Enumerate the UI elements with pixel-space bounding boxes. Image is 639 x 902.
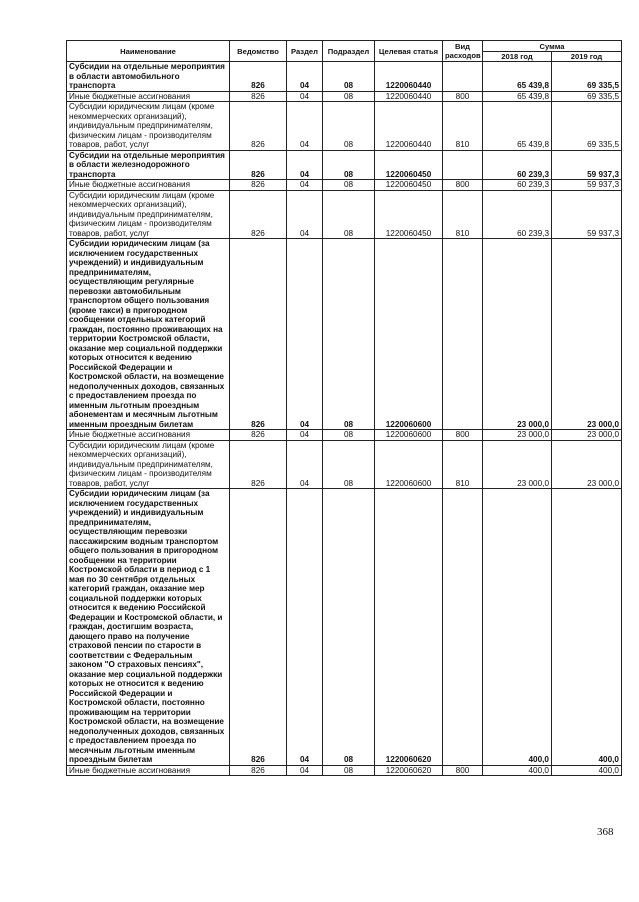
table-row — [67, 91, 622, 102]
cell-dept: 826 — [230, 91, 287, 102]
cell-kind — [443, 62, 483, 92]
cell-2018: 400,0 — [483, 765, 552, 776]
cell-2018: 65 439,8 — [483, 102, 552, 151]
table-row — [67, 62, 622, 92]
col-header-kind: Вид расходов — [443, 41, 483, 62]
col-header-section: Раздел — [287, 41, 323, 62]
col-header-sum: Сумма — [483, 41, 622, 52]
cell-dept: 826 — [230, 430, 287, 441]
table-row — [67, 489, 622, 766]
cell-2019: 59 937,3 — [552, 150, 622, 180]
cell-name: Субсидии юридическим лицам (кроме некоммерческих организаций), индивидуальным предпринимателям, физическим лицам - производителям товаров, работ, услуг — [67, 440, 230, 489]
cell-dept: 826 — [230, 180, 287, 191]
cell-target: 1220060620 — [375, 765, 443, 776]
cell-kind: 800 — [443, 765, 483, 776]
cell-section: 04 — [287, 430, 323, 441]
cell-section: 04 — [287, 91, 323, 102]
cell-2018: 23 000,0 — [483, 430, 552, 441]
cell-kind — [443, 150, 483, 180]
cell-target: 1220060440 — [375, 91, 443, 102]
cell-target: 1220060440 — [375, 62, 443, 92]
col-header-2019: 2019 год — [552, 52, 622, 62]
cell-subsection: 08 — [323, 440, 375, 489]
cell-subsection: 08 — [323, 765, 375, 776]
cell-target: 1220060600 — [375, 239, 443, 430]
cell-name: Иные бюджетные ассигнования — [67, 430, 230, 441]
cell-2019: 69 335,5 — [552, 102, 622, 151]
cell-2019: 69 335,5 — [552, 62, 622, 92]
cell-2019: 59 937,3 — [552, 180, 622, 191]
cell-name: Субсидии на отдельные мероприятия в области железнодорожного транспорта — [67, 150, 230, 180]
cell-2019: 23 000,0 — [552, 430, 622, 441]
cell-section: 04 — [287, 150, 323, 180]
cell-dept: 826 — [230, 190, 287, 239]
cell-kind — [443, 489, 483, 766]
cell-target: 1220060600 — [375, 440, 443, 489]
cell-dept: 826 — [230, 102, 287, 151]
table-row — [67, 440, 622, 489]
cell-subsection: 08 — [323, 150, 375, 180]
cell-dept: 826 — [230, 62, 287, 92]
cell-2018: 60 239,3 — [483, 180, 552, 191]
cell-target: 1220060450 — [375, 150, 443, 180]
cell-subsection: 08 — [323, 102, 375, 151]
cell-kind: 800 — [443, 180, 483, 191]
cell-name: Субсидии юридическим лицам (кроме некоммерческих организаций), индивидуальным предпринимателям, физическим лицам - производителям товаров, работ, услуг — [67, 190, 230, 239]
col-header-dept: Ведомство — [230, 41, 287, 62]
cell-target: 1220060450 — [375, 190, 443, 239]
cell-kind: 810 — [443, 440, 483, 489]
cell-2019: 400,0 — [552, 489, 622, 766]
cell-section: 04 — [287, 765, 323, 776]
cell-2018: 60 239,3 — [483, 150, 552, 180]
cell-subsection: 08 — [323, 91, 375, 102]
cell-2019: 23 000,0 — [552, 239, 622, 430]
cell-section: 04 — [287, 239, 323, 430]
cell-2019: 400,0 — [552, 765, 622, 776]
cell-target: 1220060600 — [375, 430, 443, 441]
cell-dept: 826 — [230, 239, 287, 430]
cell-2019: 59 937,3 — [552, 190, 622, 239]
cell-kind: 800 — [443, 91, 483, 102]
table-row — [67, 430, 622, 441]
cell-2019: 69 335,5 — [552, 91, 622, 102]
cell-dept: 826 — [230, 440, 287, 489]
budget-table — [66, 40, 622, 776]
col-header-subsection: Подраздел — [323, 41, 375, 62]
cell-name: Иные бюджетные ассигнования — [67, 91, 230, 102]
cell-name: Субсидии юридическим лицам (за исключением государственных учреждений) и индивидуальным предпринимателям, осуществляющим регулярные перевозки автомобильным транспортом общего пользования (кроме такси) в пригородном сообщении отдельных категорий граждан, постоянно проживающих на территории Костромской области, оказание мер социальной поддержки которых относится к ведению Российской Федерации и Костромской области, на возмещение недополученных доходов, связанных с предоставлением проезда по именным льготным проездным абонементам и месячным льготным именным проездным билетам — [67, 239, 230, 430]
cell-2019: 23 000,0 — [552, 440, 622, 489]
cell-dept: 826 — [230, 765, 287, 776]
cell-section: 04 — [287, 440, 323, 489]
table-row — [67, 190, 622, 239]
table-row — [67, 239, 622, 430]
cell-2018: 400,0 — [483, 489, 552, 766]
cell-kind — [443, 239, 483, 430]
cell-subsection: 08 — [323, 62, 375, 92]
col-header-target: Целевая статья — [375, 41, 443, 62]
cell-subsection: 08 — [323, 239, 375, 430]
cell-section: 04 — [287, 190, 323, 239]
cell-name: Иные бюджетные ассигнования — [67, 765, 230, 776]
cell-section: 04 — [287, 180, 323, 191]
cell-name: Иные бюджетные ассигнования — [67, 180, 230, 191]
cell-2018: 65 439,8 — [483, 62, 552, 92]
cell-target: 1220060450 — [375, 180, 443, 191]
cell-2018: 60 239,3 — [483, 190, 552, 239]
cell-target: 1220060440 — [375, 102, 443, 151]
table-row — [67, 102, 622, 151]
cell-subsection: 08 — [323, 489, 375, 766]
cell-section: 04 — [287, 102, 323, 151]
cell-kind: 810 — [443, 102, 483, 151]
table-row — [67, 765, 622, 776]
cell-name: Субсидии на отдельные мероприятия в области автомобильного транспорта — [67, 62, 230, 92]
cell-kind: 800 — [443, 430, 483, 441]
cell-section: 04 — [287, 62, 323, 92]
cell-2018: 23 000,0 — [483, 440, 552, 489]
cell-dept: 826 — [230, 150, 287, 180]
col-header-2018: 2018 год — [483, 52, 552, 62]
cell-name: Субсидии юридическим лицам (за исключением государственных учреждений) и индивидуальным предпринимателям, осуществляющим перевозки пассажирским водным транспортом общего пользования в пригородном сообщении на территории Костромской области в период с 1 мая по 30 сентября отдельных категорий граждан, оказание мер социальной поддержки которых относится к ведению Российской Федерации и Костромской области, и граждан, достигшим возраста, дающего право на получение страховой пенсии по старости в соответствии с Федеральным законом "О страховых пенсиях", оказание мер социальной поддержки которых не относится к ведению Российской Федерации и Костромской области, постоянно проживающим на территории Костромской области, на возмещение недополученных доходов, связанных с предоставлением проезда по месячным льготным именным проездным билетам — [67, 489, 230, 766]
cell-2018: 65 439,8 — [483, 91, 552, 102]
table-row — [67, 180, 622, 191]
cell-subsection: 08 — [323, 180, 375, 191]
page-number: 368 — [597, 826, 614, 838]
cell-2018: 23 000,0 — [483, 239, 552, 430]
col-header-name: Наименование — [67, 41, 230, 62]
cell-target: 1220060620 — [375, 489, 443, 766]
cell-kind: 810 — [443, 190, 483, 239]
cell-subsection: 08 — [323, 430, 375, 441]
cell-section: 04 — [287, 489, 323, 766]
cell-subsection: 08 — [323, 190, 375, 239]
cell-dept: 826 — [230, 489, 287, 766]
table-row — [67, 150, 622, 180]
cell-name: Субсидии юридическим лицам (кроме некоммерческих организаций), индивидуальным предпринимателям, физическим лицам - производителям товаров, работ, услуг — [67, 102, 230, 151]
